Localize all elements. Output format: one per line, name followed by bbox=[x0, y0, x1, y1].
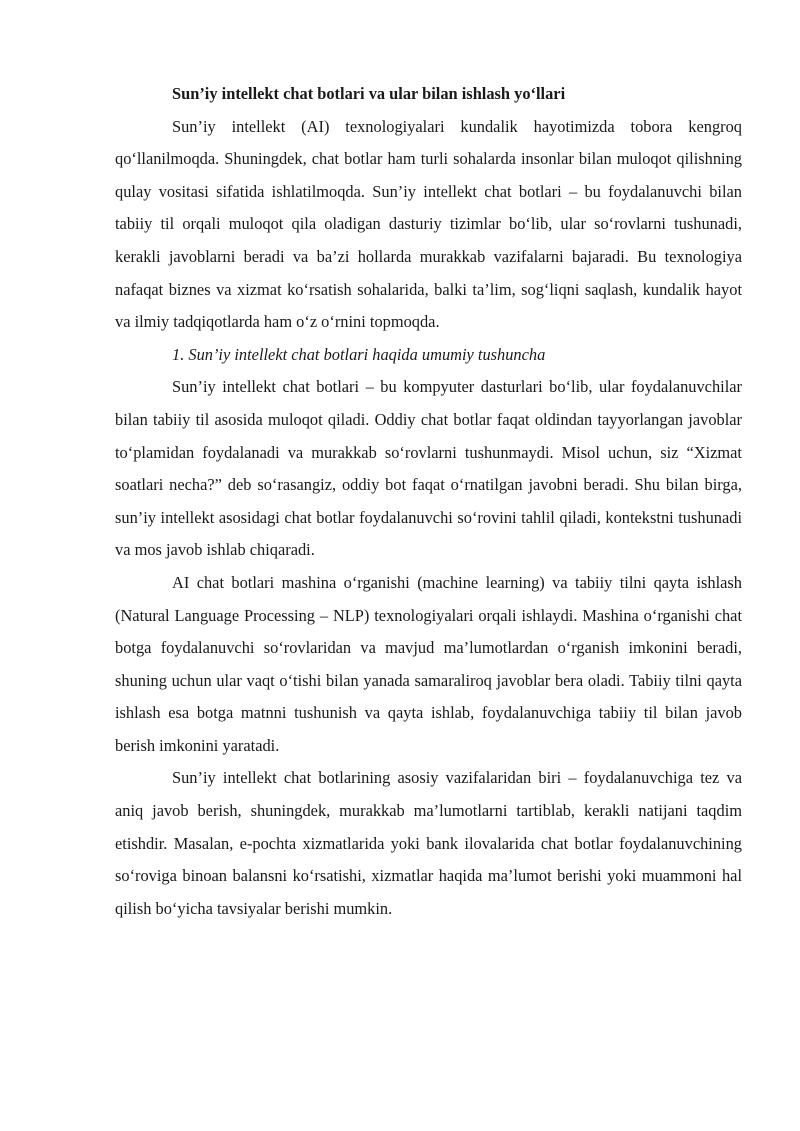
paragraph-intro: Sun’iy intellekt (AI) texnologiyalari kundalik hayotimizda tobora kengroq qo‘llanilmoqda. Shuningdek, chat botlar ham turli sohalarda insonlar bilan muloqot qilishning qulay vositasi sifatida ishlatilmoqda. Sun’iy intellekt chat botlari – bu foydalanuvchi bilan tabiiy til orqali muloqot qila oladigan dasturiy tizimlar bo‘lib, ular so‘rovlarni tushunadi, kerakli javoblarni beradi va ba’zi hollarda murakkab vazifalarni bajaradi. Bu texnologiya nafaqat biznes va xizmat ko‘rsatish sohalarida, balki ta’lim, sog‘liqni saqlash, kundalik hayot va ilmiy tadqiqotlarda ham o‘z o‘rnini topmoqda. bbox=[115, 116, 742, 332]
paragraph-functions: Sun’iy intellekt chat botlarining asosiy vazifalaridan biri – foydalanuvchiga tez va aniq javob berish, shuningdek, murakkab ma’lumotlarni tartiblab, kerakli natijani taqdim etishdir. Masalan, e-pochta xizmatlarida yoki bank ilovalarida chat botlar foydalanuvchining so‘roviga binoan balansni ko‘rsatishi, xizmatlar haqida ma’lumot berishi yoki muammoni hal qilish bo‘yicha tavsiyalar berishi mumkin. bbox=[115, 768, 742, 918]
document-title: Sun’iy intellekt chat botlari va ular bilan ishlash yo‘llari bbox=[172, 84, 566, 103]
document-body bbox=[115, 78, 742, 925]
paragraph-definition: Sun’iy intellekt chat botlari – bu kompyuter dasturlari bo‘lib, ular foydalanuvchilar bilan tabiiy til asosida muloqot qiladi. Oddiy chat botlar faqat oldindan tayyorlangan javoblar to‘plamidan foydalanadi va murakkab so‘rovlarni tushunmaydi. Misol uchun, siz “Xizmat soatlari necha?” deb so‘rasangiz, oddiy bot faqat o‘rnatilgan javobni beradi. Shu bilan birga, sun’iy intellekt asosidagi chat botlar foydalanuvchi so‘rovini tahlil qiladi, kontekstni tushunadi va mos javob ishlab chiqaradi. bbox=[115, 377, 742, 560]
paragraph-technology: AI chat botlari mashina o‘rganishi (machine learning) va tabiiy tilni qayta ishlash (Natural Language Processing – NLP) texnologiyalari orqali ishlaydi. Mashina o‘rganishi chat botga foydalanuvchi so‘rovlaridan va mavjud ma’lumotlardan o‘rganish imkonini beradi, shuning uchun ular vaqt o‘tishi bilan yanada samaraliroq javoblar bera oladi. Tabiiy tilni qayta ishlash esa botga matnni tushunish va qayta ishlab, foydalanuvchiga tabiiy til bilan javob berish imkonini yaratadi. bbox=[115, 572, 742, 755]
section-heading: 1. Sun’iy intellekt chat botlari haqida umumiy tushuncha bbox=[172, 344, 546, 364]
